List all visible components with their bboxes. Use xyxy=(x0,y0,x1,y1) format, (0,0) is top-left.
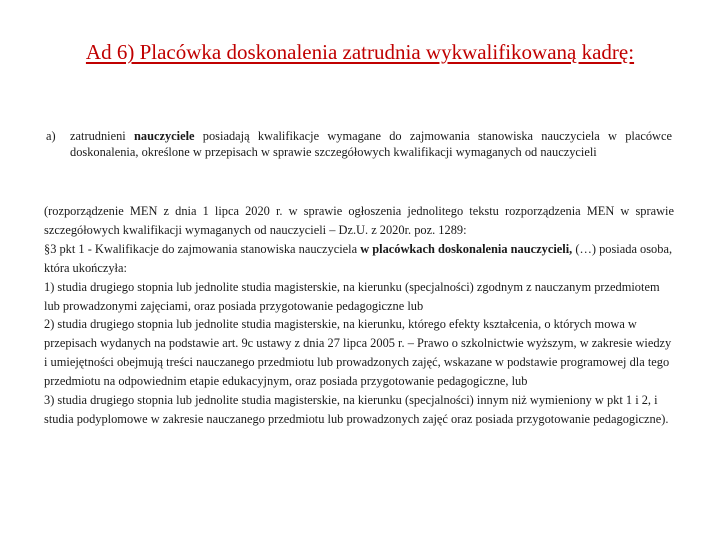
quote-paragraph-end: (…) posiada osoba, która ukończyła: xyxy=(44,241,673,275)
list-marker: a) xyxy=(46,129,56,143)
quote-point-1: 1) studia drugiego stopnia lub jednolite studia magisterskie, na kierunku (specjalności) zgodnym z nauczanym przedmiotem lub prowadzonymi zajęciami, oraz posiada przygotowanie pedagogiczne lub xyxy=(44,279,660,313)
item-text-start: zatrudnieni xyxy=(70,129,134,143)
slide-title: Ad 6) Placówka doskonalenia zatrudnia wykwalifikowaną kadrę: xyxy=(85,40,635,64)
regulation-quote xyxy=(44,202,674,429)
quote-paragraph xyxy=(44,240,674,278)
item-text-end: posiadają kwalifikacje wymagane do zajmowania stanowiska nauczyciela w placówce doskonalenia, określone w przepisach w sprawie szczegółowych kwalifikacji wymaganych od nauczycieli xyxy=(70,129,672,159)
quote-point-3: 3) studia drugiego stopnia lub jednolite studia magisterskie, na kierunku (specjalności) innym niż wymieniony w pkt 1 i 2, i studia podyplomowe w zakresie nauczanego przedmiotu lub prowadzonych zajęć oraz posiada przygotowanie pedagogiczne). xyxy=(44,393,669,426)
list-item-a xyxy=(46,128,672,160)
quote-intro: (rozporządzenie MEN z dnia 1 lipca 2020 r. w sprawie ogłoszenia jednolitego tekstu rozporządzenia MEN w sprawie szczegółowych kwalifikacji wymaganych od nauczycieli – Dz.U. z 2020r. poz. 1289: xyxy=(44,204,674,237)
item-text-bold: nauczyciele xyxy=(133,129,195,143)
quote-paragraph-bold: w placówkach doskonalenia nauczycieli, xyxy=(360,241,573,256)
list-item-text xyxy=(70,128,672,160)
quote-point-2: 2) studia drugiego stopnia lub jednolite studia magisterskie, na kierunku, którego efekty kształcenia, o których mowa w przepisach wydanych na podstawie art. 9c ustawy z dnia 27 lipca 2005 r. – Prawo o szkolnictwie wyższym, w zakresie wiedzy i umiejętności obejmują treści nauczanego przedmiotu lub prowadzonych zajęć, wskazane w podstawie programowej dla tego przedmiotu na odpowiednim etapie edukacyjnym, oraz posiada przygotowanie pedagogiczne, lub xyxy=(44,317,672,389)
quote-paragraph-start: §3 pkt 1 - Kwalifikacje do zajmowania stanowiska nauczyciela xyxy=(44,241,361,256)
